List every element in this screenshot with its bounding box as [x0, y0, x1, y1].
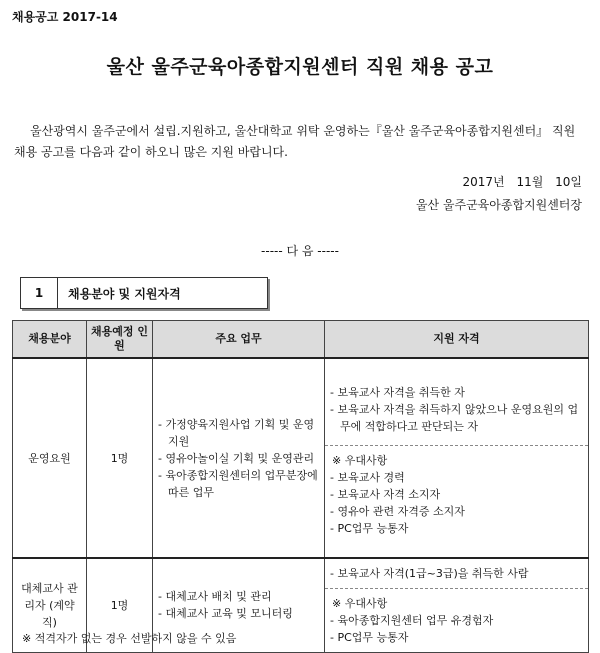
qualification-item: - 보육교사 자격을 취득한 자: [330, 384, 583, 401]
row-qualifications: [325, 358, 589, 558]
footnote: ※ 적격자가 없는 경우 선발하지 않을 수 있음: [22, 632, 237, 645]
preference-title: ※ 우대사항: [332, 596, 388, 610]
qualification-item: - 보육교사 자격(1급~3급)을 취득한 사람: [330, 565, 583, 582]
row-field: 대체교사 관리자 (계약직): [13, 558, 87, 652]
preference-item: - PC업무 능통자: [330, 520, 583, 537]
preference-item: - 영유아 관련 자격증 소지자: [330, 503, 583, 520]
section-number: 1: [21, 278, 58, 308]
notice-date: 2017년 11월 10일: [462, 175, 582, 189]
header-field: 채용분야: [13, 321, 87, 359]
signer: 울산 울주군육아종합지원센터장: [415, 198, 582, 212]
row-count: 1명: [87, 358, 153, 558]
recruitment-table: [12, 320, 589, 653]
preference-item: - 보육교사 경력: [330, 469, 583, 486]
notice-number: 채용공고 2017-14: [12, 10, 118, 24]
section-label: 채용분야 및 지원자격: [68, 286, 181, 301]
row-qualifications: [325, 558, 589, 652]
divider: [325, 588, 588, 589]
page-title: 울산 울주군육아종합지원센터 직원 채용 공고: [106, 56, 494, 78]
duty-item: - 가정양육지원사업 기획 및 운영지원: [158, 416, 319, 450]
duty-item: - 육아종합지원센터의 업무분장에 따른 업무: [158, 467, 319, 501]
below-heading: ----- 다 음 -----: [261, 244, 339, 258]
duty-item: - 대체교사 배치 및 관리: [158, 588, 319, 605]
row-field: 운영요원: [13, 358, 87, 558]
intro-paragraph: 울산광역시 울주군에서 설립.지원하고, 울산대학교 위탁 운영하는『울산 울주군육아종합지원센터』 직원 채용 공고를 다음과 같이 하오니 많은 지원 바랍니다.: [14, 124, 576, 159]
table-header-row: [13, 321, 589, 359]
qualification-item: - 보육교사 자격을 취득하지 않았으나 운영요원의 업무에 적합하다고 판단되는 자: [330, 401, 583, 435]
duty-item: - 대체교사 교육 및 모니터링: [158, 605, 319, 622]
header-duties: 주요 업무: [153, 321, 325, 359]
preference-item: - 보육교사 자격 소지자: [330, 486, 583, 503]
preference-item: - 육아종합지원센터 업무 유경험자: [330, 612, 583, 629]
header-count: 채용예정 인원: [87, 321, 153, 359]
section-heading-box: [20, 277, 268, 309]
row-count: 1명: [87, 558, 153, 652]
header-qualifications: 지원 자격: [325, 321, 589, 359]
divider: [325, 445, 588, 446]
preference-title: ※ 우대사항: [332, 453, 388, 467]
table-row: [13, 358, 589, 558]
duty-item: - 영유아놀이실 기획 및 운영관리: [158, 450, 319, 467]
row-duties: [153, 358, 325, 558]
preference-item: - PC업무 능통자: [330, 629, 583, 646]
